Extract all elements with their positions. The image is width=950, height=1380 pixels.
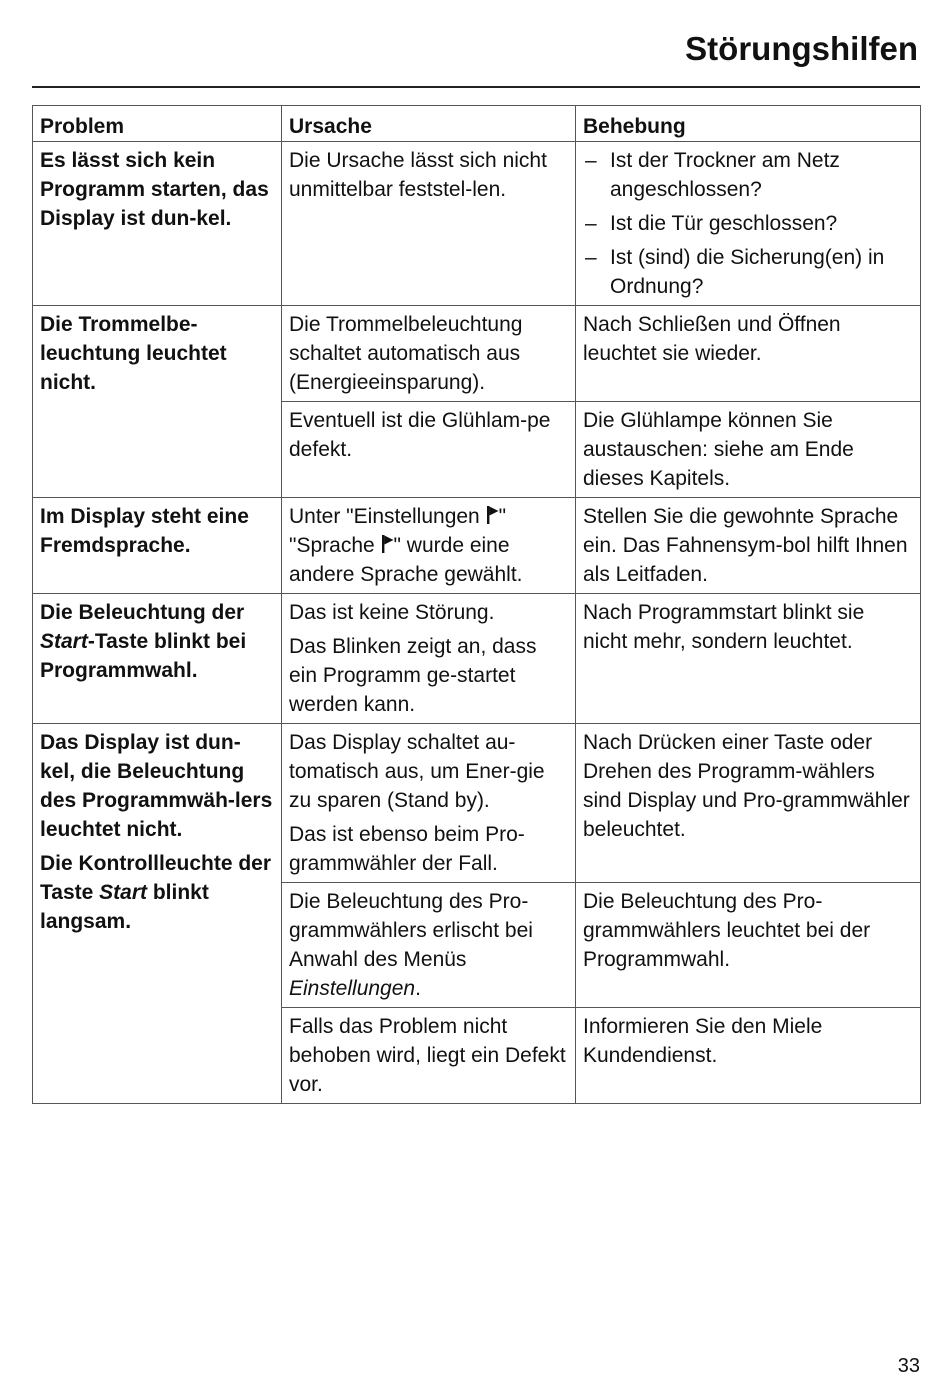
problem-cell bbox=[33, 142, 282, 306]
problem-text-part: Die Kontrollleuchte der Taste bbox=[40, 852, 272, 904]
problem-cell bbox=[33, 724, 282, 1104]
cause-text: Das ist ebenso beim Pro-grammwähler der Fall. bbox=[289, 823, 525, 875]
remedy-text: Ist die Tür geschlossen? bbox=[610, 212, 838, 235]
problem-text: Es lässt sich kein Programm starten, das Display ist dun-kel. bbox=[40, 149, 269, 230]
dash-bullet: – bbox=[585, 149, 597, 172]
remedy-cell bbox=[576, 883, 921, 1008]
remedy-text: Nach Schließen und Öffnen leuchtet sie wieder. bbox=[583, 313, 841, 365]
dash-bullet: – bbox=[585, 212, 597, 235]
cause-text: Das Display schaltet au-tomatisch aus, um Ener-gie zu sparen (Stand by). bbox=[289, 731, 545, 812]
remedy-text: Ist der Trockner am Netz angeschlossen? bbox=[610, 149, 840, 201]
remedy-cell bbox=[576, 498, 921, 594]
start-button-name: Start bbox=[99, 881, 147, 904]
remedy-text: Die Glühlampe können Sie austauschen: siehe am Ende dieses Kapitels. bbox=[583, 409, 854, 490]
remedy-text: Informieren Sie den Miele Kundendienst. bbox=[583, 1015, 823, 1067]
cause-text: Die Trommelbeleuchtung schaltet automatisch aus (Energieeinsparung). bbox=[289, 313, 523, 394]
list-item bbox=[583, 146, 914, 204]
problem-cell bbox=[33, 594, 282, 724]
remedy-list bbox=[583, 146, 914, 301]
cause-cell bbox=[282, 724, 576, 883]
table-row bbox=[33, 498, 921, 594]
cause-cell bbox=[282, 142, 576, 306]
column-header-problem: Problem bbox=[33, 106, 282, 142]
cause-text-part: " "Sprache bbox=[289, 505, 507, 557]
column-header-cause: Ursache bbox=[282, 106, 576, 142]
table-header-row bbox=[33, 106, 921, 142]
problem-text: Im Display steht eine Fremdsprache. bbox=[40, 505, 249, 557]
menu-name: Einstellungen bbox=[289, 977, 416, 1000]
cause-cell bbox=[282, 594, 576, 724]
cause-text-part: . bbox=[415, 977, 421, 1000]
cause-text: Das Blinken zeigt an, dass ein Programm ge-startet werden kann. bbox=[289, 635, 537, 716]
problem-text bbox=[40, 598, 275, 685]
page-title: Störungshilfen bbox=[685, 30, 918, 67]
cause-text-part: " wurde eine andere Sprache gewählt. bbox=[289, 534, 523, 586]
cause-cell bbox=[282, 1008, 576, 1104]
problem-text: Das Display ist dun-kel, die Beleuchtung des Programmwäh-lers leuchtet nicht. bbox=[40, 731, 273, 841]
problem-text: Die Trommelbe-leuchtung leuchtet nicht. bbox=[40, 313, 227, 394]
problem-text bbox=[40, 849, 275, 936]
dash-bullet: – bbox=[585, 246, 597, 269]
problem-text-part: blinkt langsam. bbox=[40, 881, 209, 933]
cause-cell bbox=[282, 498, 576, 594]
problem-cell bbox=[33, 306, 282, 498]
page-number: 33 bbox=[897, 1355, 920, 1377]
remedy-text: Nach Programmstart blinkt sie nicht mehr, sondern leuchtet. bbox=[583, 601, 865, 653]
cause-text-part: Die Beleuchtung des Pro-grammwählers erlischt bei Anwahl des Menüs bbox=[289, 890, 533, 971]
cause-cell bbox=[282, 402, 576, 498]
remedy-cell bbox=[576, 142, 921, 306]
remedy-text: Ist (sind) die Sicherung(en) in Ordnung? bbox=[610, 246, 885, 298]
start-button-name: Start bbox=[40, 630, 88, 653]
table-row bbox=[33, 142, 921, 306]
cause-text-part: Unter "Einstellungen bbox=[289, 505, 486, 528]
table-row bbox=[33, 306, 921, 402]
cause-text: Die Ursache lässt sich nicht unmittelbar feststel-len. bbox=[289, 149, 547, 201]
troubleshooting-table bbox=[32, 105, 921, 1104]
cause-text bbox=[289, 887, 569, 1003]
remedy-cell bbox=[576, 724, 921, 883]
list-item bbox=[583, 209, 914, 238]
cause-cell bbox=[282, 306, 576, 402]
cause-text bbox=[289, 502, 569, 589]
problem-text-part: Die Beleuchtung der bbox=[40, 601, 245, 624]
cause-cell bbox=[282, 883, 576, 1008]
flag-icon bbox=[487, 505, 499, 525]
flag-icon bbox=[382, 534, 394, 554]
remedy-cell bbox=[576, 1008, 921, 1104]
remedy-cell bbox=[576, 402, 921, 498]
remedy-cell bbox=[576, 306, 921, 402]
cause-text: Eventuell ist die Glühlam-pe defekt. bbox=[289, 409, 551, 461]
problem-cell bbox=[33, 498, 282, 594]
cause-text: Falls das Problem nicht behoben wird, liegt ein Defekt vor. bbox=[289, 1015, 566, 1096]
table-row bbox=[33, 594, 921, 724]
remedy-text: Nach Drücken einer Taste oder Drehen des Programm-wählers sind Display und Pro-grammwähler beleuchtet. bbox=[583, 731, 910, 841]
table-row bbox=[33, 724, 921, 883]
list-item bbox=[583, 243, 914, 301]
remedy-text: Stellen Sie die gewohnte Sprache ein. Das Fahnensym-bol hilft Ihnen als Leitfaden. bbox=[583, 505, 908, 586]
column-header-remedy: Behebung bbox=[576, 106, 921, 142]
remedy-cell bbox=[576, 594, 921, 724]
remedy-text: Die Beleuchtung des Pro-grammwählers leuchtet bei der Programmwahl. bbox=[583, 890, 871, 971]
cause-text: Das ist keine Störung. bbox=[289, 601, 495, 624]
problem-text-part: -Taste blinkt bei Programmwahl. bbox=[40, 630, 247, 682]
title-divider bbox=[32, 86, 920, 88]
